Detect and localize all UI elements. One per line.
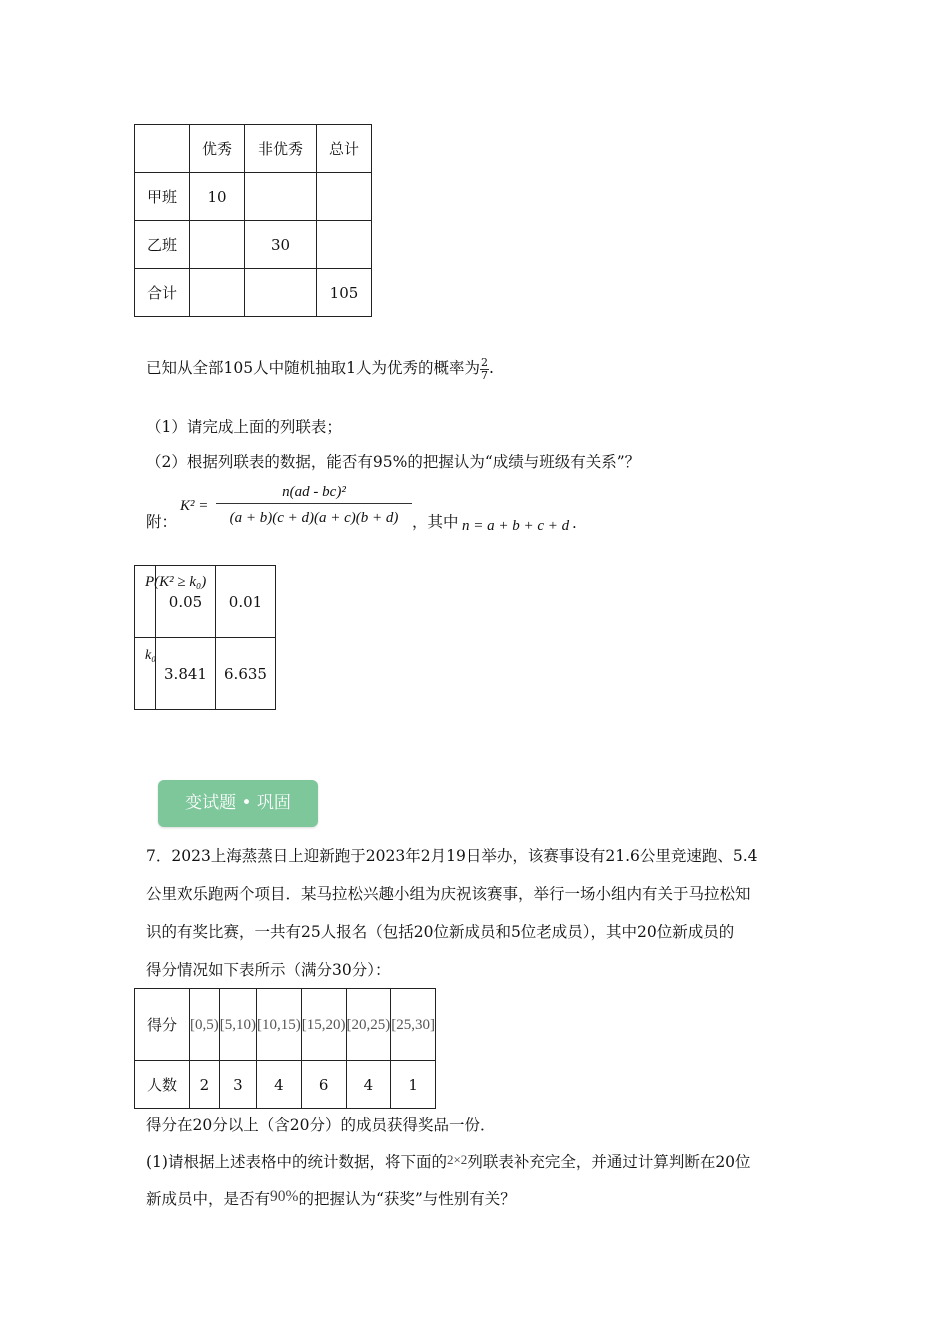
q1-part-d: 新成员中，是否有 xyxy=(146,1190,271,1208)
table1-cell xyxy=(245,269,317,317)
problem6-question-2: （2）根据列联表的数据，能否有95%的把握认为“成绩与班级有关系”？ xyxy=(146,453,641,471)
q1-part-c: 列联表补充完全，并通过计算判断在20位 xyxy=(467,1153,751,1171)
probability-fraction xyxy=(480,357,489,382)
table1-header-total: 总计 xyxy=(317,125,372,173)
table2-cell: 3.841 xyxy=(156,638,216,710)
table2-cell: 0.01 xyxy=(216,566,276,638)
table3-interval xyxy=(257,989,302,1061)
interval-text: [5,10) xyxy=(219,1017,256,1033)
problem6-intro-suffix: . xyxy=(488,359,494,377)
problem6-question-1: （1）请完成上面的列联表； xyxy=(146,418,342,436)
table1-header-not-excellent: 非优秀 xyxy=(245,125,317,173)
table1-header-empty xyxy=(135,125,190,173)
problem7-question-1-line-1 xyxy=(146,1150,751,1172)
table3-interval xyxy=(301,989,346,1061)
award-rule: 得分在20分以上（含20分）的成员获得奖品一份． xyxy=(146,1116,496,1134)
interval-text: [15,20) xyxy=(301,1017,346,1033)
class-performance-table xyxy=(134,124,372,317)
q1-part-b: 2×2 xyxy=(446,1152,468,1167)
problem7-line-3: 识的有奖比赛，一共有25人报名（包括20位新成员和5位老成员），其中20位新成员的 xyxy=(146,923,735,941)
formula-lhs: K² = xyxy=(180,498,209,514)
problem7-line-4: 得分情况如下表所示（满分30分）： xyxy=(146,961,391,979)
fraction-denominator: 7 xyxy=(480,368,488,382)
problem6-intro-prefix: 已知从全部105人中随机抽取1人为优秀的概率为 xyxy=(146,359,480,377)
variant-exercise-tag: 变试题 • 巩固 xyxy=(158,780,318,827)
table3-interval xyxy=(190,989,220,1061)
table1-cell: 甲班 xyxy=(135,173,190,221)
table3-count: 1 xyxy=(391,1061,436,1109)
table2-row1-label: P(K² ≥ k₀) xyxy=(145,574,207,590)
table3-interval xyxy=(346,989,391,1061)
critical-value-table xyxy=(134,565,276,710)
formula-mid-text: ，其中 xyxy=(412,513,459,531)
interval-text: [0,5) xyxy=(190,1017,219,1033)
table3-count: 6 xyxy=(301,1061,346,1109)
table1-cell: 105 xyxy=(317,269,372,317)
table2-row2-label: k₀ xyxy=(145,648,157,663)
table1-cell xyxy=(245,173,317,221)
table3-count: 4 xyxy=(346,1061,391,1109)
table2-cell: 6.635 xyxy=(216,638,276,710)
q1-part-f: 的把握认为“获奖”与性别有关？ xyxy=(298,1190,516,1208)
table3-interval xyxy=(391,989,436,1061)
table3-row1-label: 得分 xyxy=(135,989,190,1061)
formula-denominator: (a + b)(c + d)(a + c)(b + d) xyxy=(229,510,399,526)
table1-header-excellent: 优秀 xyxy=(190,125,245,173)
score-distribution-table xyxy=(134,988,436,1109)
table3-count: 4 xyxy=(257,1061,302,1109)
table3-count: 3 xyxy=(219,1061,256,1109)
table1-cell xyxy=(317,173,372,221)
problem7-line-1: 7．2023上海蒸蒸日上迎新跑于2023年2月19日举办，该赛事设有21.6公里竞速跑、5.4 xyxy=(146,847,758,865)
table1-cell xyxy=(190,221,245,269)
table2-row2-label-cell xyxy=(135,638,156,710)
table2-cell: 0.05 xyxy=(156,566,216,638)
table1-cell xyxy=(190,269,245,317)
fraction-numerator: 2 xyxy=(480,355,488,369)
formula-n-definition: n = a + b + c + d xyxy=(462,518,570,534)
formula-numerator: n(ad - bc)² xyxy=(216,484,412,504)
table1-cell: 乙班 xyxy=(135,221,190,269)
interval-text: [10,15) xyxy=(257,1017,301,1033)
problem6-intro xyxy=(146,356,494,382)
q1-part-e: 90% xyxy=(270,1188,299,1205)
interval-text: [25,30] xyxy=(391,1017,435,1033)
formula-end: . xyxy=(572,514,577,532)
interval-text: [20,25) xyxy=(346,1017,391,1033)
appendix-label: 附： xyxy=(146,513,178,531)
table3-count: 2 xyxy=(190,1061,220,1109)
table1-cell: 10 xyxy=(190,173,245,221)
problem7-line-2: 公里欢乐跑两个项目．某马拉松兴趣小组为庆祝该赛事，举行一场小组内有关于马拉松知 xyxy=(146,885,751,903)
table3-row2-label: 人数 xyxy=(135,1061,190,1109)
table1-cell: 合计 xyxy=(135,269,190,317)
table3-interval xyxy=(219,989,256,1061)
problem7-question-1-line-2 xyxy=(146,1187,516,1209)
table1-cell: 30 xyxy=(245,221,317,269)
table1-cell xyxy=(317,221,372,269)
q1-part-a: (1)请根据上述表格中的统计数据，将下面的 xyxy=(146,1153,447,1171)
